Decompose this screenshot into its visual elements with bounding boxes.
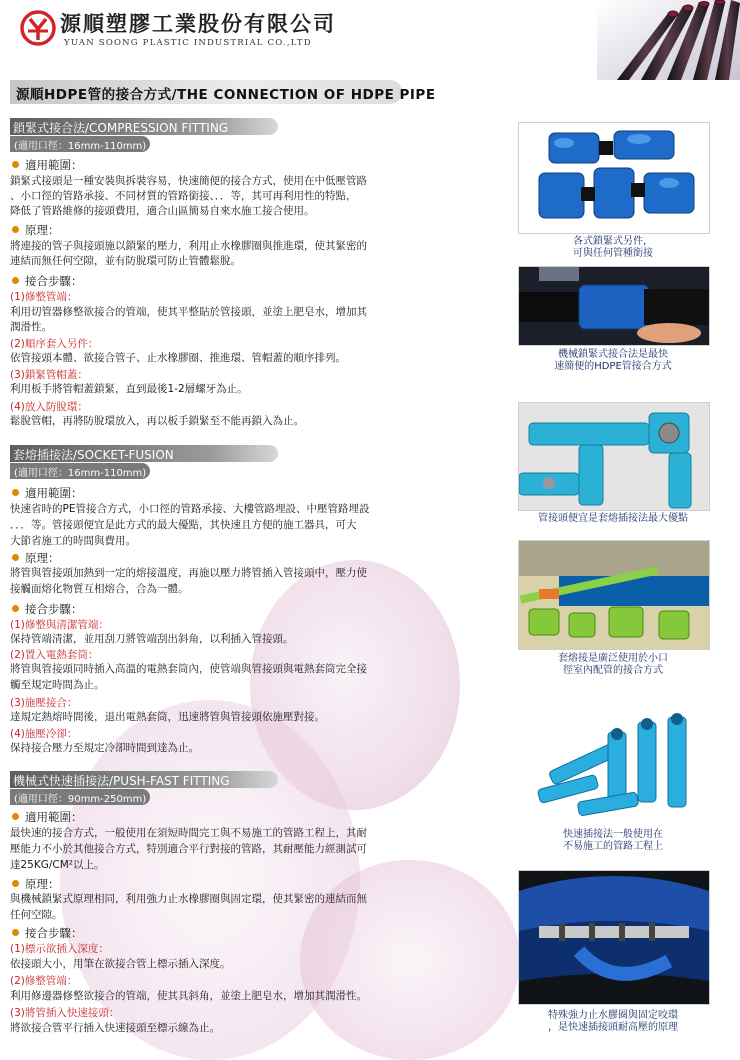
- diameter-text: (適用口徑：16mm-110mm): [14, 468, 147, 479]
- text-line: 降低了管路維修的接頭費用，適合山區簡易自來水施工接合使用。: [10, 205, 315, 217]
- text-line: 達25KG/CM²以上。: [10, 859, 105, 871]
- company-name-chinese: 源順塑膠工業股份有限公司: [60, 11, 336, 36]
- step-title: (2)置入電熱套筒：: [10, 649, 99, 661]
- bullet-dot-icon: [12, 161, 19, 168]
- bullet-dot-icon: [12, 226, 19, 233]
- photo-caption: 管接頭便宜是套熔插接法最大優點: [538, 513, 688, 524]
- section-title-bar: [10, 445, 278, 462]
- company-logo-icon: [20, 10, 56, 46]
- text-line: 將管與管接頭同時插入高溫的電熱套筒內，使管端與管接頭與電熱套筒完全接: [10, 663, 367, 675]
- steps-heading: 接合步驟：: [12, 925, 83, 941]
- compression-assembly-photo: [518, 266, 710, 346]
- section-title: 套熔插接法/SOCKET-FUSION: [13, 448, 174, 462]
- text-line: 接觸面熔化物質互相熔合，合為一體。: [10, 583, 189, 595]
- text-line: 將連接的管子與接頭施以鎖緊的壓力，利用止水橡膠圈與推進環，使其緊密的: [10, 240, 367, 252]
- section-title: 機械式快速插接法/PUSH-FAST FITTING: [13, 774, 230, 788]
- photo-caption: 特殊強力止水膠圈與固定咬環 ，是快速插接頭耐高壓的原理: [548, 1010, 678, 1033]
- principle-heading: 原理：: [12, 550, 60, 566]
- text-line: 快速省時的PE管接合方式，小口徑的管路承接、大樓管路埋設、中壓管路埋設: [10, 503, 370, 515]
- bullet-dot-icon: [12, 813, 19, 820]
- section-title-bar: [10, 118, 278, 135]
- scope-heading: 適用範圍：: [12, 485, 83, 501]
- section-title: 鎖緊式接合法/COMPRESSION FITTING: [13, 121, 229, 135]
- bullet-dot-icon: [12, 554, 19, 561]
- background-pipe-decoration: [300, 860, 520, 1060]
- step-title: (1)標示欲插入深度：: [10, 943, 109, 955]
- text-line: 、小口徑的管路承接、不同材質的管路銜接、．．等，其可再利用性的特點，: [10, 190, 357, 202]
- diameter-text: (適用口徑：16mm-110mm): [14, 141, 147, 152]
- text-line: 大節省施工的時間與費用。: [10, 535, 136, 547]
- steps-heading: 接合步驟：: [12, 601, 83, 617]
- step-title: (4)放入防脫環：: [10, 401, 88, 413]
- bullet-dot-icon: [12, 605, 19, 612]
- step-title: (1)修整與清潔管端：: [10, 619, 109, 631]
- text-line: 依管接頭本體、欲接合管子、止水橡膠圈、推進環、管帽蓋的順序排列。: [10, 352, 346, 364]
- socket-fusion-fittings-photo: [518, 402, 710, 511]
- text-line: 任何空隙。: [10, 909, 63, 921]
- header: [0, 0, 740, 78]
- text-line: 保持接合壓力至規定冷卻時間到達為止。: [10, 742, 199, 754]
- step-title: (3)鎖緊管帽蓋：: [10, 369, 88, 381]
- page-title: 源順HDPE管的接合方式/THE CONNECTION OF HDPE PIPE: [16, 87, 436, 103]
- photo-caption: 各式鎖緊式另件， 可與任何管種銜接: [573, 236, 653, 259]
- step-title: (3)將管插入快速接頭：: [10, 1007, 120, 1019]
- section-header-socket-fusion: [10, 445, 278, 481]
- text-line: 利用板手將管帽蓋鎖緊，直到最後1-2層螺牙為止。: [10, 383, 248, 395]
- text-line: 依接頭大小，用筆在欲接合管上標示插入深度。: [10, 958, 231, 970]
- bullet-dot-icon: [12, 880, 19, 887]
- text-line: 將管與管接頭加熱到一定的熔接溫度，再施以壓力將管插入管接頭中，壓力使: [10, 567, 367, 579]
- bullet-dot-icon: [12, 929, 19, 936]
- text-line: 壓能力不小於其他接合方式，特別適合平行對接的管路，其耐壓能力經測試可: [10, 843, 367, 855]
- text-line: 達規定熱熔時間後，退出電熱套筒，迅速將管與管接頭依施壓對接。: [10, 711, 325, 723]
- diameter-badge: [10, 789, 150, 805]
- text-line: 保持管端清潔，並用刮刀將管端刮出斜角，以利插入管接頭。: [10, 633, 294, 645]
- steps-heading: 接合步驟：: [12, 273, 83, 289]
- text-line: 觸至規定時間為止。: [10, 679, 105, 691]
- text-line: 將欲接合管平行插入快速接頭至標示線為止。: [10, 1022, 220, 1034]
- text-line: 潤滑性。: [10, 321, 52, 333]
- text-line: 連結而無任何空隙，並有防脫環可防止管體鬆脫。: [10, 255, 241, 267]
- compression-fittings-photo: [518, 122, 710, 234]
- step-title: (3)施壓接合：: [10, 697, 78, 709]
- text-line: 鬆脫管帽，再將防脫環放入，再以板手鎖緊至不能再鎖入為止。: [10, 415, 304, 427]
- company-name-english: YUAN SOONG PLASTIC INDUSTRIAL CO.,LTD: [64, 38, 312, 48]
- text-line: 最快速的接合方式，一般使用在須短時間完工與不易施工的管路工程上，其耐: [10, 827, 367, 839]
- text-line: 利用切管器修整欲接合的管端，使其平整貼於管接頭，並塗上肥皂水，增加其: [10, 306, 367, 318]
- step-title: (4)施壓冷卻：: [10, 728, 78, 740]
- section-header-compression: [10, 118, 278, 154]
- scope-heading: 適用範圍：: [12, 157, 83, 173]
- text-line: 鎖緊式接頭是一種安裝與拆裝容易，快速簡便的接合方式，使用在中低壓管路: [10, 175, 367, 187]
- page-title-banner: [10, 80, 436, 104]
- push-fast-cutaway-photo: [518, 870, 710, 1005]
- push-fast-fittings-photo: [518, 712, 708, 822]
- text-line: 利用修邊器修整欲接合的管端，使其具斜角，並塗上肥皂水，增加其潤滑性。: [10, 990, 367, 1002]
- bullet-dot-icon: [12, 489, 19, 496]
- text-line: 與機械鎖緊式原理相同，利用強力止水橡膠圈與固定環，使其緊密的連結而無: [10, 893, 367, 905]
- step-title: (1)修整管端：: [10, 291, 78, 303]
- section-header-push-fast: [10, 771, 278, 807]
- photo-caption: 套熔接是廣泛使用於小口 徑室內配管的接合方式: [558, 653, 668, 676]
- principle-heading: 原理：: [12, 876, 60, 892]
- step-title: (2)順序套入另件：: [10, 338, 99, 350]
- diameter-badge: [10, 136, 150, 152]
- text-line: ．．．等。管接頭便宜是此方式的最大優點，其快速且方便的施工器具，可大: [10, 519, 357, 531]
- pipes-photo: [597, 0, 740, 80]
- photo-caption: 快速插接法一般使用在 不易施工的管路工程上: [563, 829, 663, 852]
- step-title: (2)修整管端：: [10, 975, 78, 987]
- diameter-badge: [10, 463, 150, 479]
- scope-heading: 適用範圍：: [12, 809, 83, 825]
- photo-caption: 機械鎖緊式接合法是最快 速簡便的HDPE管接合方式: [554, 349, 672, 372]
- principle-heading: 原理：: [12, 222, 60, 238]
- socket-fusion-tools-photo: [518, 540, 710, 650]
- section-title-bar: [10, 771, 278, 788]
- diameter-text: (適用口徑：90mm-250mm): [14, 794, 147, 805]
- bullet-dot-icon: [12, 277, 19, 284]
